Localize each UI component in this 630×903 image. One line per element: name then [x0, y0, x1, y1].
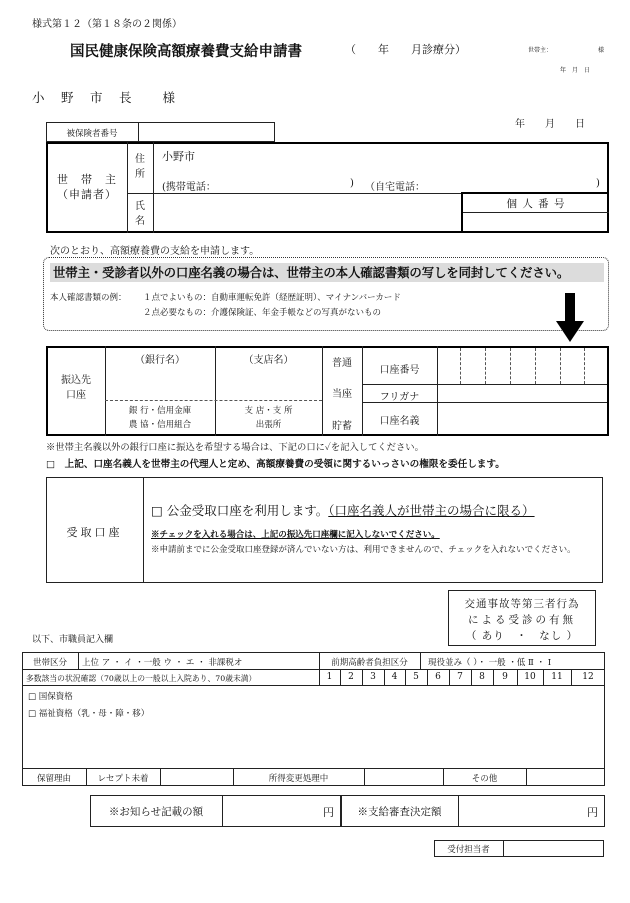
home-phone-label: （自宅電話：	[365, 182, 425, 193]
month-12[interactable]: 12	[582, 672, 594, 682]
account-type-ordinary[interactable]: 普通	[332, 358, 352, 369]
account-holder-label: 口座名義	[379, 416, 420, 427]
personal-number-label: 個 人 番 号	[506, 198, 566, 210]
elderly-class-value[interactable]: 現役並み（ ）・ 一般 ・低 Ⅱ ・ Ⅰ	[428, 658, 552, 668]
name-input[interactable]	[156, 196, 458, 231]
householder-small-label: 世帯主：	[528, 47, 553, 54]
receipt-not-arrived[interactable]: レセプト未着	[97, 774, 149, 784]
mobile-phone-label: (携帯電話：	[162, 182, 216, 193]
recipient: 小 野 市 長 様	[32, 90, 178, 105]
notice-amount-yen: 円	[323, 806, 334, 819]
decided-amount-label: ※支給審査決定額	[357, 806, 442, 818]
month-3[interactable]: 3	[370, 672, 376, 682]
branch-types: 支 店・支 所 出張所	[244, 406, 293, 430]
id-two-items: ２点必要なもの：介護保険証、年金手帳などの写真がないもの	[143, 308, 382, 318]
home-phone-close: )	[596, 178, 600, 189]
accident-yes-no[interactable]: （ あり ・ なし ）	[465, 630, 579, 642]
receiving-account-label: 受取口座	[66, 526, 123, 539]
accident-line2: による受診の有無	[468, 614, 576, 626]
id-example-label: 本人確認書類の例：	[50, 293, 127, 303]
bank-types: 銀 行・信用金庫 農 協・信用組合	[128, 406, 192, 430]
other-account-note: ※世帯主名義以外の銀行口座に振込を希望する場合は、下記の口に✓を記入してください。	[46, 442, 424, 453]
id-one-item: １点でよいもの：自動車運転免許（経歴証明）、マイナンバーカード	[143, 293, 401, 303]
branch-name-label: （支店名）	[243, 355, 294, 366]
account-number-label: 口座番号	[379, 365, 420, 376]
household-class-value[interactable]: 上位 ア ・ イ ・一般 ウ ・ エ ・ 非課税オ	[82, 658, 243, 668]
householder-small-suffix: 様	[598, 47, 605, 54]
staff-section-label: 以下、市職員記入欄	[32, 635, 114, 645]
receiving-warning: ※チェックを入れる場合は、上記の振込先口座欄に記入しないでください。	[151, 530, 440, 540]
income-change-processing[interactable]: 所得変更処理中	[268, 774, 329, 784]
month-9[interactable]: 9	[502, 672, 508, 682]
receptionist-label: 受付担当者	[447, 845, 490, 855]
month-1[interactable]: 1	[326, 672, 333, 682]
address-label: 住所	[135, 154, 145, 180]
receptionist-input[interactable]	[504, 841, 603, 856]
many-times-label: 多数該当の状況確認（70歳以上の一般以上入院あり、70歳未満）	[26, 674, 257, 683]
hold-reason-label: 保留理由	[36, 774, 71, 784]
small-date: 年 月 日	[560, 67, 591, 74]
month-5[interactable]: 5	[413, 672, 419, 682]
receiving-note: ※申請前までに公金受取口座登録が済んでいない方は、利用できませんので、チェックを入れないでください。	[151, 545, 576, 555]
other-reason[interactable]: その他	[471, 774, 498, 784]
month-7[interactable]: 7	[457, 672, 463, 682]
month-4[interactable]: 4	[391, 672, 398, 682]
address-value[interactable]: 小野市	[162, 150, 195, 163]
month-11[interactable]: 11	[551, 672, 563, 682]
month-10[interactable]: 10	[524, 672, 536, 682]
name-label: 氏名	[135, 201, 145, 227]
billing-period: （ 年 月診療分）	[345, 43, 466, 56]
notice-text: 世帯主・受診者以外の口座名義の場合は、世帯主の本人確認書類の写しを同封してください。	[50, 263, 604, 282]
month-2[interactable]: 2	[348, 672, 354, 682]
insured-number-label: 被保険者番号	[66, 129, 118, 139]
account-type-current[interactable]: 当座	[332, 389, 352, 400]
month-8[interactable]: 8	[479, 672, 485, 682]
request-text: 次のとおり、高額療養費の支給を申請します。	[50, 246, 260, 257]
furigana-label: フリガナ	[379, 392, 420, 403]
page-title: 国民健康保険高額療養費支給申請書	[70, 43, 302, 60]
month-6[interactable]: 6	[435, 672, 441, 682]
public-account-checkbox[interactable]: □ 公金受取口座を利用します。	[151, 503, 329, 518]
application-date: 年 月 日	[515, 119, 585, 130]
mobile-phone-close: )	[350, 178, 354, 189]
check-insurance-eligibility[interactable]: □ 国保資格	[28, 692, 73, 702]
delegation-checkbox[interactable]: □ 上記、口座名義人を世帯主の代理人と定め、高額療養費の受領に関するいっさいの権限を委任します。	[46, 459, 505, 470]
bank-name-label: （銀行名）	[135, 355, 185, 366]
form-number: 様式第１２（第１８条の２関係）	[32, 19, 182, 30]
check-welfare-eligibility[interactable]: □ 福祉資格（乳・母・障・移）	[28, 709, 150, 719]
household-class-label: 世帯区分	[32, 658, 67, 668]
decided-amount-yen: 円	[587, 806, 598, 819]
notice-amount-label: ※お知らせ記載の額	[108, 806, 204, 818]
bank-section-label: 振込先 口座	[61, 375, 91, 401]
receiving-option-line	[151, 501, 535, 519]
householder-label: 世 帯 主 （申請者）	[57, 173, 117, 201]
accident-line1: 交通事故等第三者行為	[464, 598, 580, 610]
public-account-condition: （口座名義人が世帯主の場合に限る）	[328, 503, 535, 518]
insured-number-input[interactable]	[139, 123, 274, 141]
account-holder-input[interactable]	[438, 403, 606, 433]
down-arrow-icon	[556, 293, 584, 343]
account-type-savings[interactable]: 貯蓄	[332, 421, 352, 432]
elderly-class-label: 前期高齢者負担区分	[331, 658, 408, 668]
